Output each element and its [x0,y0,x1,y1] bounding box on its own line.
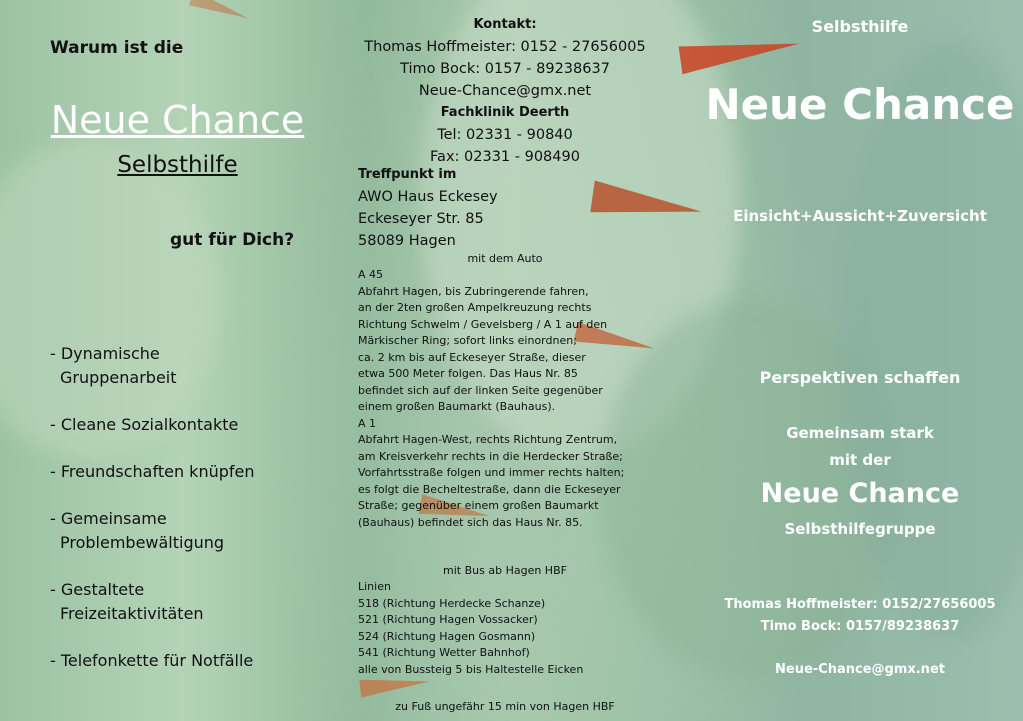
group-label: Selbsthilfegruppe [784,520,936,538]
group-name: Neue Chance [760,478,960,509]
motto: Einsicht+Aussicht+Zuversicht [733,207,987,225]
direction-line: befindet sich auf der linken Seite gegenüber [358,383,603,397]
contact-heading: Kontakt: [473,17,537,32]
phone-number: Tel: 02331 - 90840 [437,127,573,143]
cover-top-label: Selbsthilfe [811,17,909,36]
direction-line: Vorfahrtsstraße folgen und immer rechts halten; [358,466,625,479]
direction-line: ca. 2 km bis auf Eckeseyer Straße, dieser [358,350,586,364]
direction-line: an der 2ten großen Ampelkreuzung rechts [358,301,592,314]
contact-line: Thomas Hoffmeister: 0152 - 27656005 [364,39,646,55]
bus-line: alle von Bussteig 5 bis Haltestelle Eicken [358,662,584,676]
bus-line: 521 (Richtung Hagen Vossacker) [358,613,538,626]
direction-line: Richtung Schwelm / Gevelsberg / A 1 auf den [358,317,608,331]
direction-line: Straße; gegenüber einem großen Baumarkt [358,499,599,512]
left-subtitle: Selbsthilfe [117,152,238,178]
bus-directions [358,579,583,678]
intro-text: Warum ist die [50,38,184,58]
cover-contact-line: Thomas Hoffmeister: 0152/27656005 [724,597,996,612]
cover-title: Neue Chance [705,80,1015,129]
contact-block [340,14,670,168]
car-heading: mit dem Auto [467,252,543,265]
direction-line: A 1 [358,416,377,430]
bus-line: 541 (Richtung Wetter Bahnhof) [358,646,530,659]
direction-line: es folgt die Becheltestraße, dann die Eckeseyer [358,482,621,496]
list-item: - Freundschaften knüpfen [50,462,255,481]
together-line-2: mit der [829,451,891,469]
benefits-list [50,342,255,673]
list-item: - Gemeinsame Problembewältigung [50,509,225,552]
question-text: gut für Dich? [170,230,295,250]
direction-line: (Bauhaus) befindet sich das Haus Nr. 85. [358,515,583,529]
direction-line: A 45 [358,268,384,281]
list-item: - Telefonkette für Notfälle [50,651,254,670]
address-line: AWO Haus Eckesey [358,189,498,205]
left-title: Neue Chance [50,98,305,142]
meeting-heading: Treffpunkt im [358,167,457,182]
clinic-heading: Fachklinik Deerth [440,105,570,120]
bus-line: Linien [358,580,391,593]
direction-line: am Kreisverkehr rechts in die Herdecker Straße; [358,449,623,463]
address-line: 58089 Hagen [358,233,456,249]
direction-line: Abfahrt Hagen, bis Zubringerende fahren, [358,284,589,298]
cover-contact-line: Timo Bock: 0157/89238637 [760,619,960,634]
middle-panel [340,0,680,721]
meeting-block [358,164,498,252]
left-panel [0,0,340,721]
list-item: - Cleane Sozialkontakte [50,415,239,434]
address-line: Eckeseyer Str. 85 [358,211,484,227]
direction-line: Abfahrt Hagen-West, rechts Richtung Zentrum, [358,433,618,446]
list-item: - Gestaltete Freizeitaktivitäten [50,580,204,623]
car-directions [358,267,624,531]
cover-email[interactable]: Neue-Chance@gmx.net [775,662,945,677]
contact-line: Timo Bock: 0157 - 89238637 [400,61,610,77]
together-line-1: Gemeinsam stark [786,424,934,442]
right-panel [690,0,1023,721]
direction-line: Märkischer Ring; sofort links einordnen; [358,334,577,347]
bus-heading: mit Bus ab Hagen HBF [443,564,567,577]
bus-line: 524 (Richtung Hagen Gosmann) [358,629,536,643]
bus-line: 518 (Richtung Herdecke Schanze) [358,596,546,610]
list-item: - Dynamische Gruppenarbeit [50,344,177,387]
email-address[interactable]: Neue-Chance@gmx.net [418,83,592,99]
perspective-text: Perspektiven schaffen [759,368,961,387]
fax-number: Fax: 02331 - 908490 [430,149,580,165]
direction-line: etwa 500 Meter folgen. Das Haus Nr. 85 [358,367,578,380]
direction-line: einem großen Baumarkt (Bauhaus). [358,400,556,413]
walk-note: zu Fuß ungefähr 15 min von Hagen HBF [395,700,615,713]
